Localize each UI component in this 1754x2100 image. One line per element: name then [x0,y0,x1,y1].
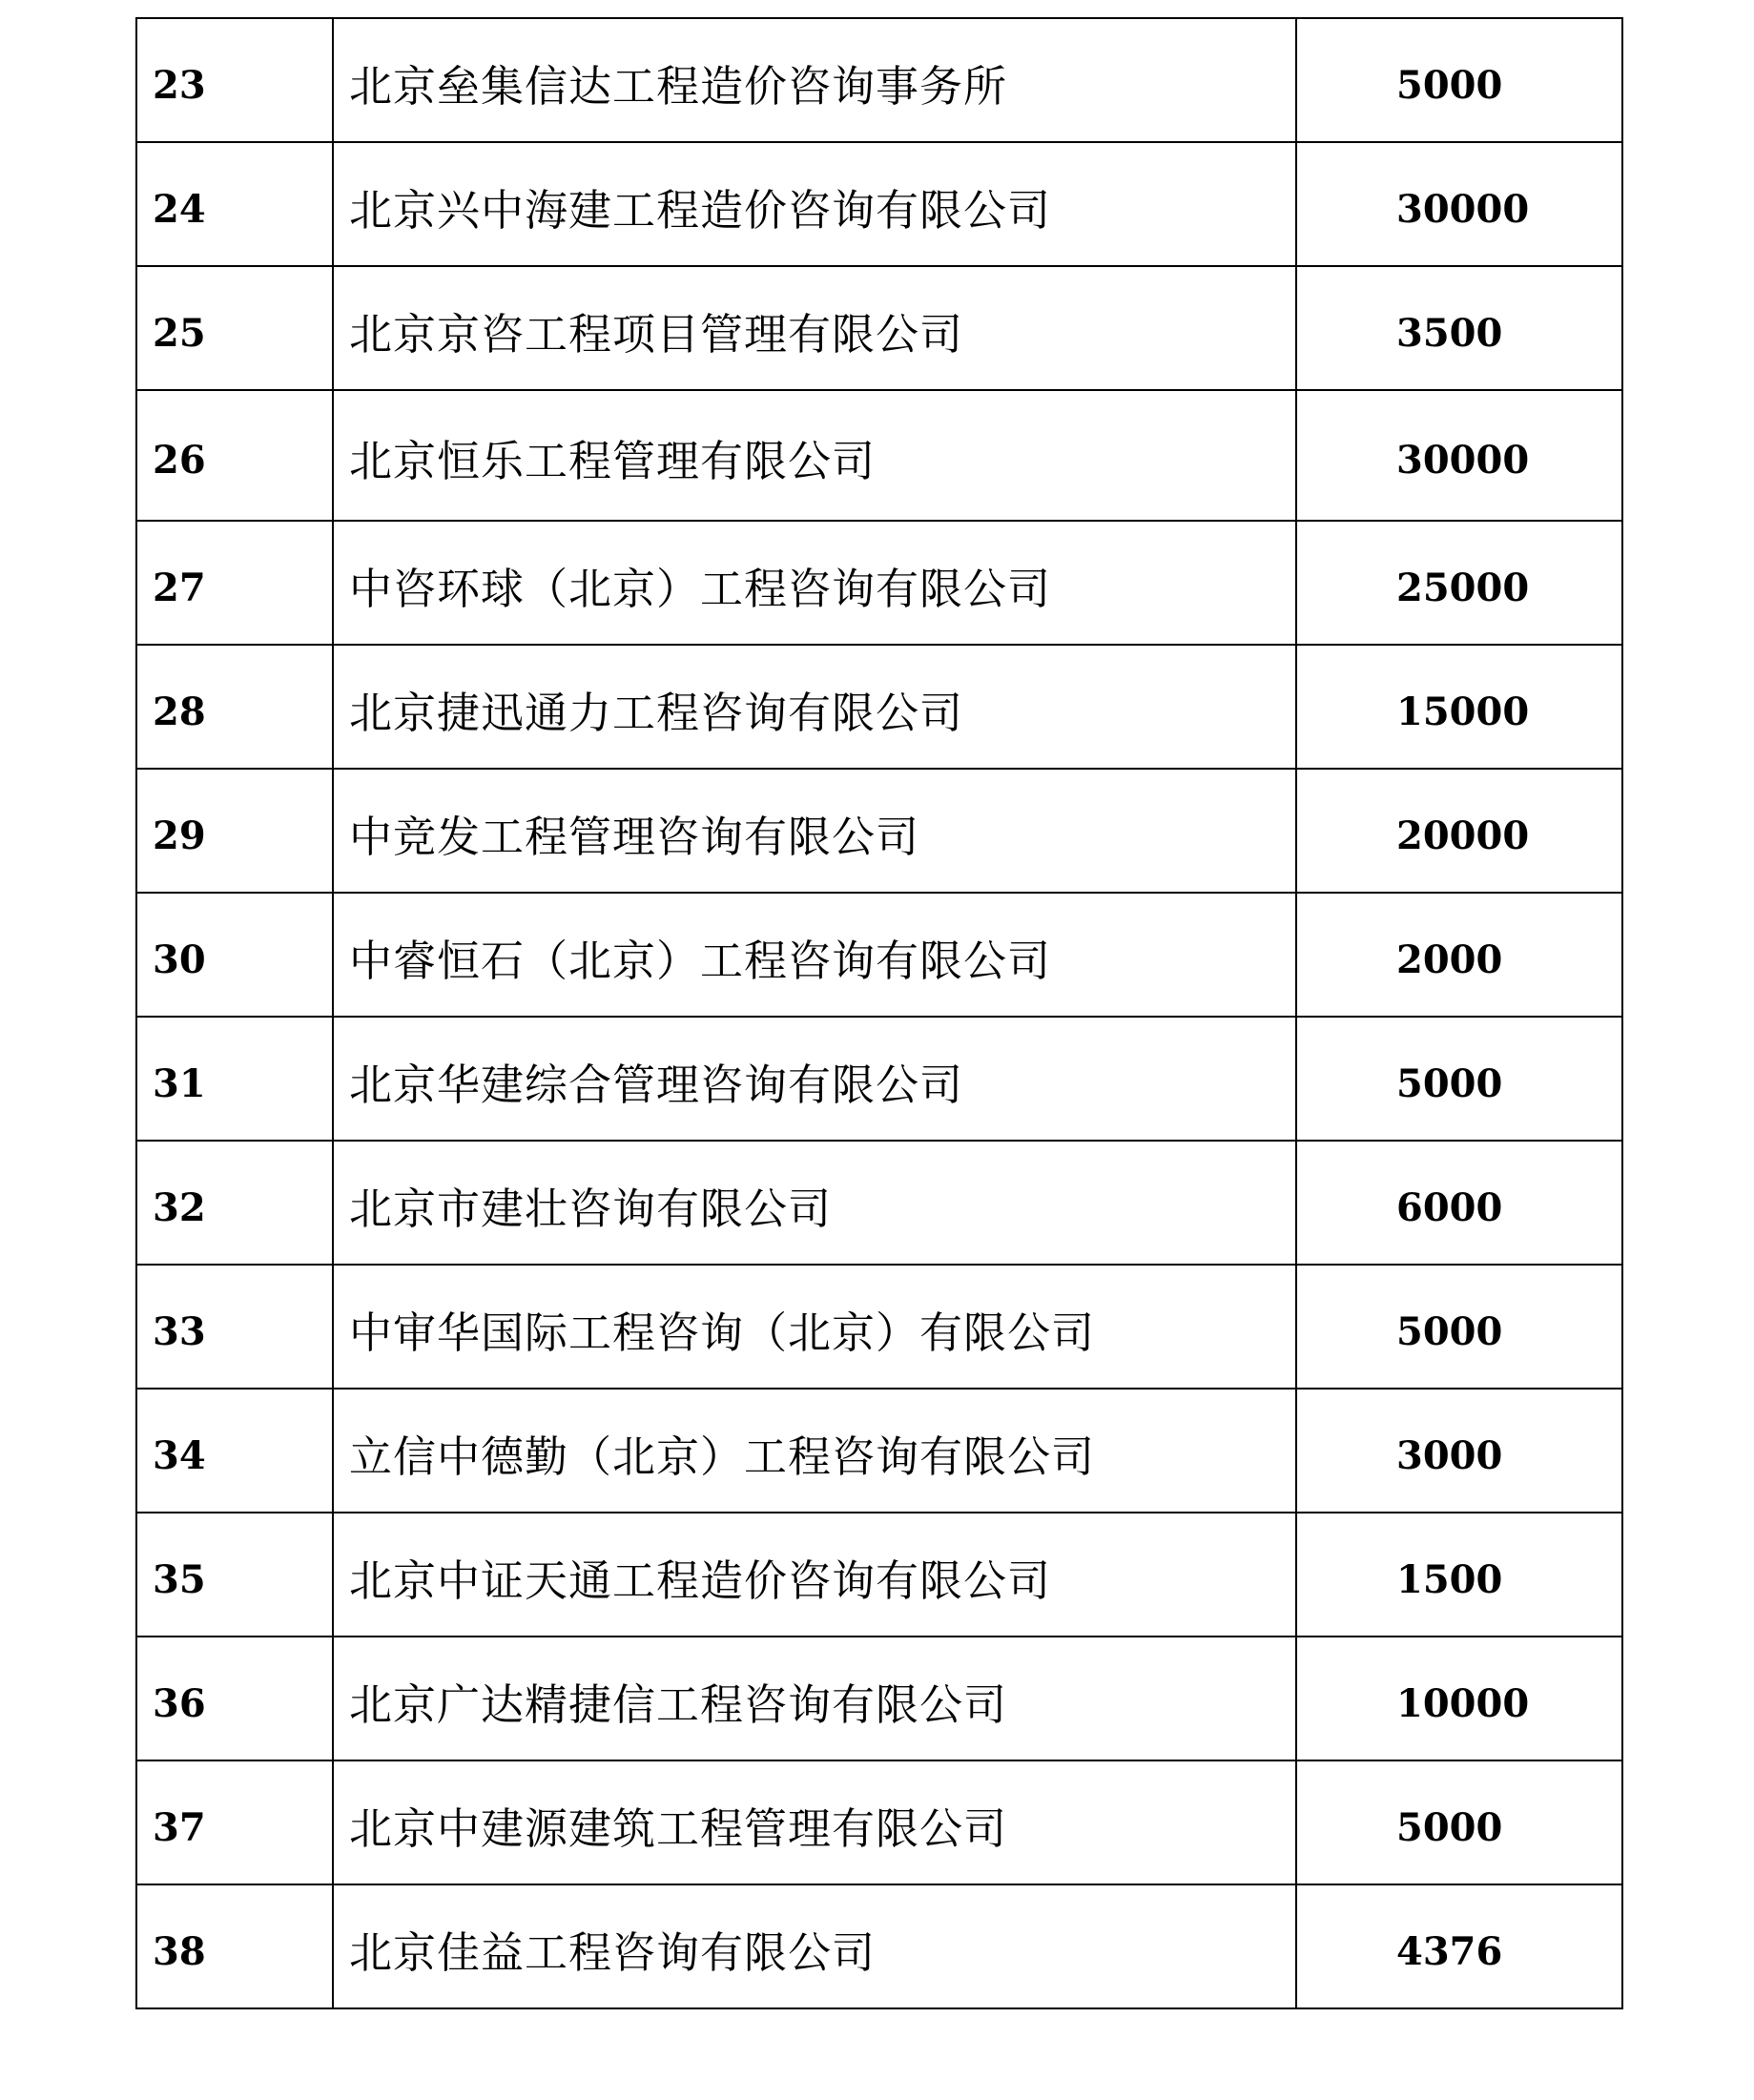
row-index: 29 [136,769,333,893]
table-row [136,893,1622,1017]
table-row [136,18,1622,142]
row-index: 33 [136,1265,333,1389]
company-name: 立信中德勤（北京）工程咨询有限公司 [333,1389,1296,1513]
amount-value: 5000 [1296,18,1622,142]
table-row [136,521,1622,645]
table-row [136,1513,1622,1637]
row-index: 34 [136,1389,333,1513]
amount-value: 1500 [1296,1513,1622,1637]
table-row [136,142,1622,266]
row-index: 28 [136,645,333,769]
table-row [136,1017,1622,1141]
company-name: 北京中证天通工程造价咨询有限公司 [333,1513,1296,1637]
row-index: 25 [136,266,333,390]
row-index: 35 [136,1513,333,1637]
company-name: 北京广达精捷信工程咨询有限公司 [333,1637,1296,1760]
table-row [136,1637,1622,1760]
company-name: 北京华建综合管理咨询有限公司 [333,1017,1296,1141]
row-index: 26 [136,390,333,521]
company-name: 北京中建源建筑工程管理有限公司 [333,1760,1296,1884]
row-index: 30 [136,893,333,1017]
company-name: 北京垒集信达工程造价咨询事务所 [333,18,1296,142]
row-index: 27 [136,521,333,645]
row-index: 31 [136,1017,333,1141]
table-row [136,390,1622,521]
company-name: 北京市建壮咨询有限公司 [333,1141,1296,1265]
company-name: 中睿恒石（北京）工程咨询有限公司 [333,893,1296,1017]
table-row [136,1389,1622,1513]
row-index: 37 [136,1760,333,1884]
amount-value: 3000 [1296,1389,1622,1513]
amount-value: 25000 [1296,521,1622,645]
row-index: 24 [136,142,333,266]
amount-value: 30000 [1296,390,1622,521]
amount-value: 5000 [1296,1017,1622,1141]
row-index: 23 [136,18,333,142]
company-name: 北京兴中海建工程造价咨询有限公司 [333,142,1296,266]
company-name: 中咨环球（北京）工程咨询有限公司 [333,521,1296,645]
table-row [136,1760,1622,1884]
table-row [136,266,1622,390]
company-table [135,17,1623,2009]
amount-value: 4376 [1296,1884,1622,2008]
amount-value: 5000 [1296,1265,1622,1389]
amount-value: 5000 [1296,1760,1622,1884]
table-row [136,1141,1622,1265]
table-row [136,1265,1622,1389]
table-row [136,645,1622,769]
company-name: 北京捷迅通力工程咨询有限公司 [333,645,1296,769]
amount-value: 15000 [1296,645,1622,769]
amount-value: 10000 [1296,1637,1622,1760]
amount-value: 20000 [1296,769,1622,893]
row-index: 36 [136,1637,333,1760]
company-name: 北京佳益工程咨询有限公司 [333,1884,1296,2008]
company-name: 中竞发工程管理咨询有限公司 [333,769,1296,893]
row-index: 38 [136,1884,333,2008]
amount-value: 2000 [1296,893,1622,1017]
amount-value: 3500 [1296,266,1622,390]
amount-value: 30000 [1296,142,1622,266]
table-row [136,1884,1622,2008]
company-table-container [135,17,1621,2009]
company-name: 北京恒乐工程管理有限公司 [333,390,1296,521]
row-index: 32 [136,1141,333,1265]
company-name: 北京京咨工程项目管理有限公司 [333,266,1296,390]
table-row [136,769,1622,893]
company-name: 中审华国际工程咨询（北京）有限公司 [333,1265,1296,1389]
amount-value: 6000 [1296,1141,1622,1265]
